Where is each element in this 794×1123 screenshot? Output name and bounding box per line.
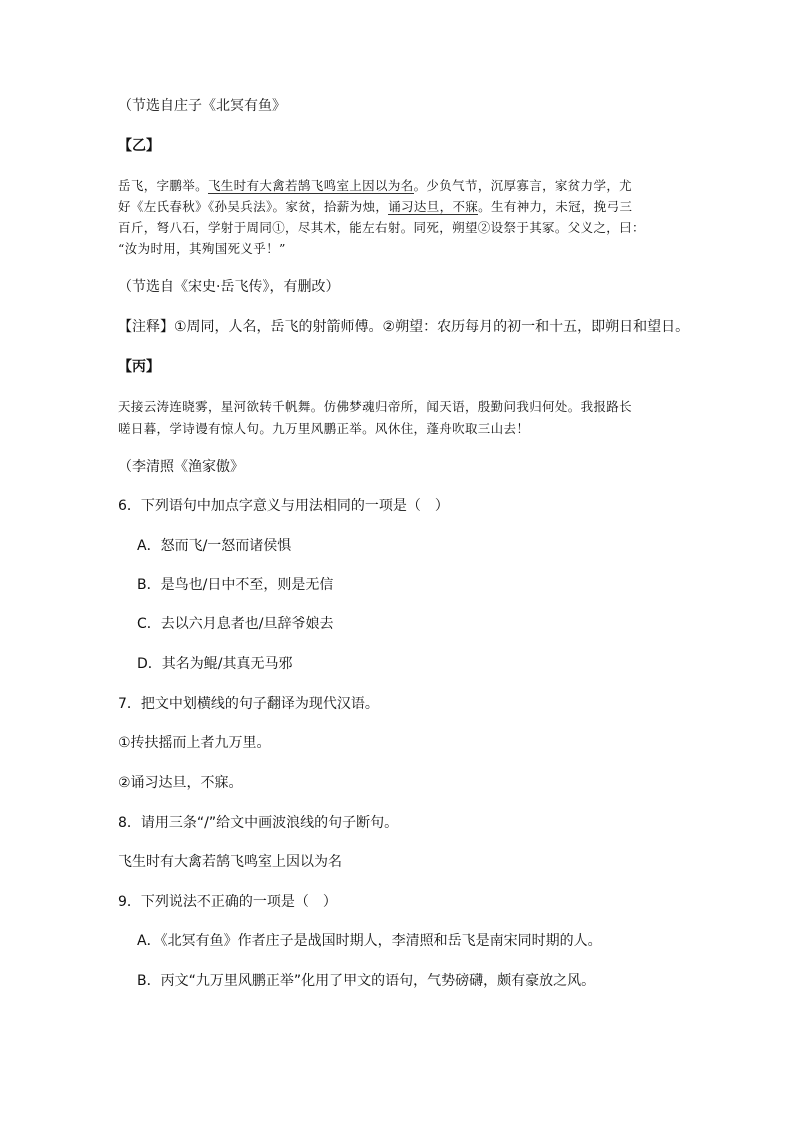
question-6-option-a: A．怒而飞/一怒而诸侯惧 [137,538,292,554]
yi-line2-pre: 好《左氏春秋》《孙吴兵法》。家贫，拾薪为烛， [118,199,389,214]
question-9-stem: 9．下列说法不正确的一项是（ ） [118,894,337,910]
question-6-option-b: B．是鸟也/日中不至，则是无信 [137,577,334,593]
source-jia: （节选自庄子《北冥有鱼》 [118,98,286,114]
yi-text-line-4: “汝为时用，其殉国死义乎！” [118,241,286,256]
question-7-item-2: ②诵习达旦，不寐。 [118,775,243,791]
question-6-option-d: D．其名为鲲/其真无马邪 [137,656,293,672]
heading-bing: 【丙】 [118,359,160,375]
question-9-option-b: B．丙文“九万里风鹏正举”化用了甲文的语句，气势磅礴，颇有豪放之风。 [137,973,596,989]
question-8-stem: 8．请用三条“/”给文中画波浪线的句子断句。 [118,815,399,831]
yi-line1-underlined: 飞生时有大禽若鹄飞鸣室上因以为名 [207,178,414,193]
yi-text-line-3: 百斤，弩八石，学射于周同①，尽其术，能左右射。同死，朔望②设祭于其冢。父义之，曰： [118,220,645,235]
yi-line2-post: 。生有神力，未冠，挽弓三 [478,199,633,214]
question-8-sentence: 飞生时有大禽若鹄飞鸣室上因以为名 [118,854,342,870]
question-6-stem: 6．下列语句中加点字意义与用法相同的一项是（ ） [118,498,449,514]
annotation-note: 【注释】①周同，人名，岳飞的射箭师傅。②朔望：农历每月的初一和十五，即朔日和望日。 [118,319,690,335]
question-6-option-c: C．去以六月息者也/旦辞爷娘去 [137,616,334,632]
bing-text-line-2: 嗟日暮，学诗谩有惊人句。九万里风鹏正举。风休住，蓬舟吹取三山去！ [118,421,530,436]
yi-line1-post: 。少负气节，沉厚寡言，家贫力学，尤 [413,178,633,193]
bing-text-line-1: 天接云涛连晓雾，星河欲转千帆舞。仿佛梦魂归帝所，闻天语，殷勤问我归何处。我报路长 [118,399,633,414]
source-bing: （李清照《渔家傲》 [118,459,244,475]
yi-line2-underlined: 诵习达旦，不寐 [388,199,479,214]
yi-text-line-1 [118,178,632,194]
question-7-stem: 7．把文中划横线的句子翻译为现代汉语。 [118,696,379,712]
heading-yi: 【乙】 [118,138,160,154]
source-yi: （节选自《宋史·岳飞传》，有删改） [118,279,340,295]
question-9-option-a: A．《北冥有鱼》作者庄子是战国时期人，李清照和岳飞是南宋同时期的人。 [137,933,602,949]
question-7-item-1: ①抟扶摇而上者九万里。 [118,735,271,751]
yi-text-line-2 [118,199,632,215]
yi-line1-pre: 岳飞，字鹏举。 [118,178,208,193]
